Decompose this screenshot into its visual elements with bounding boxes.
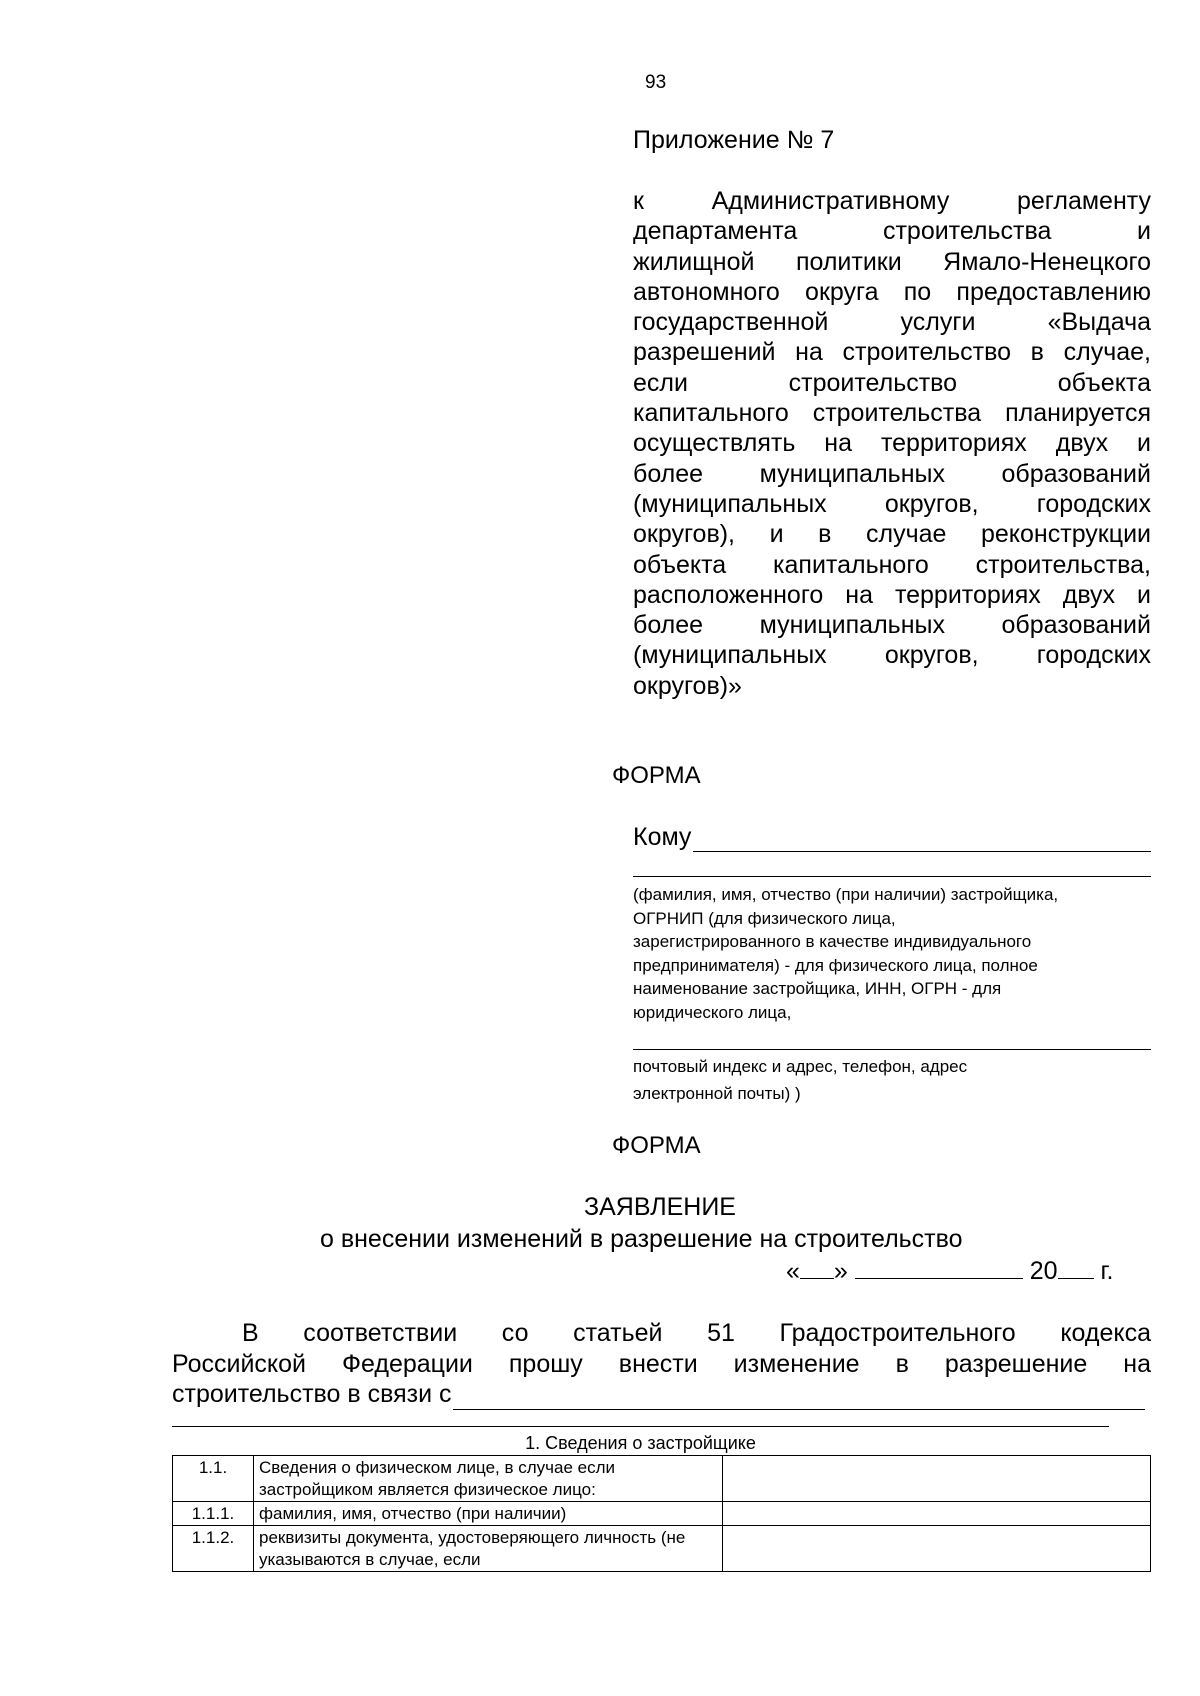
row-label: реквизиты документа, удостоверяющего личность (не указываются в случае, если xyxy=(254,1526,723,1572)
appendix-reference-text xyxy=(633,186,1151,701)
appendix-line: если строительство объекта xyxy=(633,368,1151,397)
section-title: 1. Сведения о застройщике xyxy=(525,1433,756,1453)
date-year-suffix: г. xyxy=(1093,1257,1114,1285)
appendix-line: (муниципальных округов, городских xyxy=(633,641,1151,670)
intro-line: строительство в связи с xyxy=(172,1380,452,1408)
form-label: ФОРМА xyxy=(612,1132,701,1159)
recipient-address-line[interactable] xyxy=(633,1049,1151,1050)
row-value-cell[interactable] xyxy=(723,1502,1151,1526)
appendix-line: осуществлять на территориях двух и xyxy=(633,429,1151,458)
intro-line: В соответствии со статьей 51 Градостроительного кодекса xyxy=(242,1319,1151,1347)
date-day-input[interactable] xyxy=(800,1256,834,1279)
appendix-line: округов)» xyxy=(633,671,742,700)
hint-line: наименование застройщика, ИНН, ОГРН - для xyxy=(633,979,1002,998)
row-number: 1.1.1. xyxy=(173,1502,254,1526)
appendix-line: расположенного на территориях двух и xyxy=(633,580,1151,609)
intro-line: Российской Федерации прошу внести изменение в разрешение на xyxy=(172,1349,1151,1378)
row-value-cell[interactable] xyxy=(723,1526,1151,1572)
appendix-line: объекта капитального строительства, xyxy=(633,550,1151,579)
date-close-quote: » xyxy=(833,1257,848,1285)
recipient-label: Кому xyxy=(633,823,692,851)
section-divider xyxy=(172,1426,1109,1427)
applicant-info-table xyxy=(172,1455,1151,1572)
date-open-quote: « xyxy=(786,1257,800,1285)
date-year-input[interactable] xyxy=(1058,1256,1094,1279)
appendix-line: округов), и в случае реконструкции xyxy=(633,520,1151,549)
recipient-row xyxy=(633,823,1151,852)
form-label: ФОРМА xyxy=(612,762,701,789)
appendix-line: жилищной политики Ямало-Ненецкого xyxy=(633,247,1151,276)
table-row xyxy=(173,1502,1151,1526)
appendix-line: капитального строительства планируется xyxy=(633,399,1151,428)
row-label: фамилия, имя, отчество (при наличии) xyxy=(254,1502,723,1526)
appendix-line: разрешений на строительство в случае, xyxy=(633,338,1151,367)
appendix-line: к Административному регламенту xyxy=(633,187,1151,215)
page-number: 93 xyxy=(645,72,667,93)
appendix-line: более муниципальных образований xyxy=(633,611,1151,640)
recipient-hint xyxy=(633,883,1153,1024)
appendix-line: департамента строительства и xyxy=(633,217,1151,246)
statement-subtitle: о внесении изменений в разрешение на строительство xyxy=(320,1225,963,1253)
hint-line: юридического лица, xyxy=(633,1002,792,1022)
hint-line: (фамилия, имя, отчество (при наличии) застройщика, xyxy=(633,885,1059,904)
table-row xyxy=(173,1526,1151,1572)
recipient-input-line[interactable] xyxy=(693,827,1151,852)
date-year-prefix: 20 xyxy=(1029,1257,1058,1285)
intro-last-line xyxy=(172,1379,1151,1410)
table-row xyxy=(173,1456,1151,1502)
row-number: 1.1. xyxy=(173,1456,254,1502)
hint-line: зарегистрированного в качестве индивидуального xyxy=(633,932,1032,951)
hint-line: предпринимателя) - для физического лица, полное xyxy=(633,955,1038,975)
hint-line: электронной почты) ) xyxy=(633,1084,801,1103)
appendix-line: государственной услуги «Выдача xyxy=(633,308,1151,337)
recipient-second-line[interactable] xyxy=(633,876,1151,877)
row-label: Сведения о физическом лице, в случае если застройщиком является физическое лицо: xyxy=(254,1456,723,1502)
appendix-line: автономного округа по предоставлению xyxy=(633,277,1151,306)
hint-line: почтовый индекс и адрес, телефон, адрес xyxy=(633,1057,968,1076)
recipient-address-hint xyxy=(633,1053,1153,1107)
date-month-input[interactable] xyxy=(855,1256,1023,1279)
statement-title: ЗАЯВЛЕНИЕ xyxy=(583,1193,736,1221)
row-value-cell[interactable] xyxy=(723,1456,1151,1502)
date-field xyxy=(786,1256,1114,1286)
statement-intro xyxy=(172,1318,1151,1410)
appendix-line: более муниципальных образований xyxy=(633,459,1151,488)
reason-input-line[interactable] xyxy=(453,1385,1145,1410)
hint-line: ОГРНИП (для физического лица, xyxy=(633,908,896,928)
row-number: 1.1.2. xyxy=(173,1526,254,1572)
appendix-title: Приложение № 7 xyxy=(633,126,835,154)
appendix-line: (муниципальных округов, городских xyxy=(633,489,1151,518)
